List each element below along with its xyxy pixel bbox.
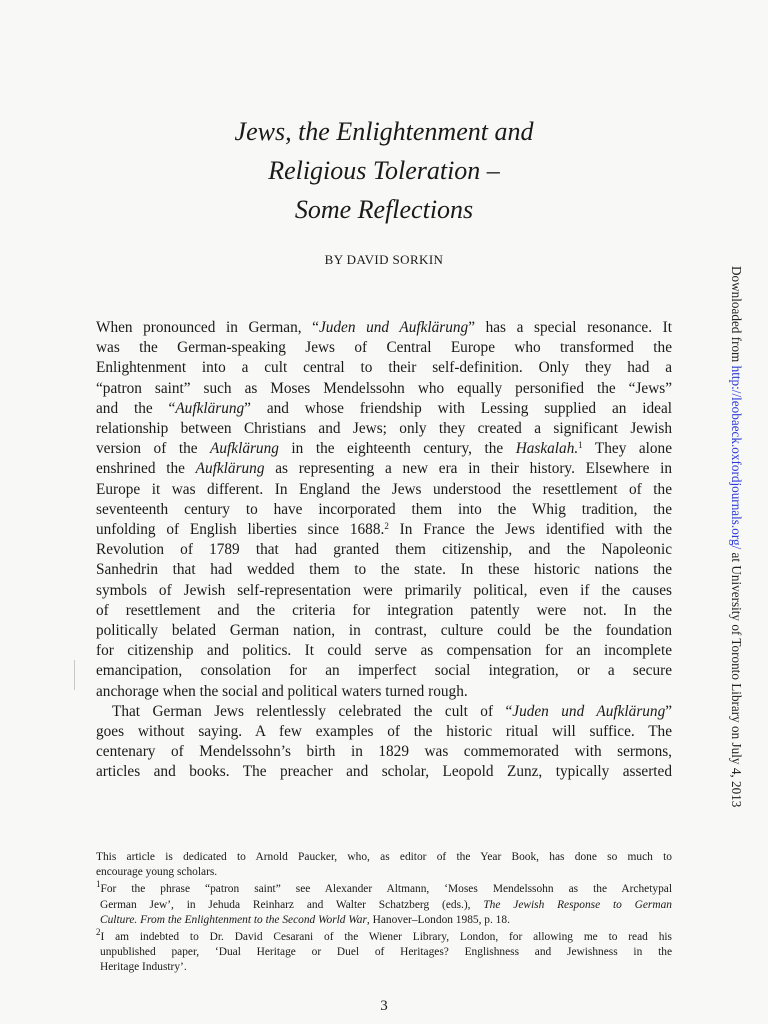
footnote-marker: 1 — [96, 879, 101, 890]
article-title — [0, 112, 768, 229]
title-line-1: Jews, the Enlightenment and — [234, 117, 534, 146]
text-line: relationship between Christians and Jews; only they created a significant Jewish — [96, 420, 672, 438]
text-line: goes without saying. A few examples of the historic ritual will suffice. The — [96, 723, 672, 741]
text-line: symbols of Jewish self-representation were primarily political, even if the causes — [96, 581, 672, 599]
text-line: anchorage when the social and political waters turned rough. — [96, 682, 468, 700]
text-line: emancipation, consolation for an imperfect social integration, or a secure — [96, 662, 672, 680]
author-byline: BY DAVID SORKIN — [324, 252, 444, 267]
text-line: enshrined the Aufklärung as representing a new era in their history. Elsewhere in — [96, 460, 672, 478]
footnote-ref-2[interactable]: 2 — [384, 521, 389, 532]
text-line: articles and books. The preacher and scholar, Leopold Zunz, typically asserted — [96, 763, 672, 781]
page-number: 3 — [380, 998, 388, 1014]
text-line: That German Jews relentlessly celebrated the cult of “Juden und Aufklärung” — [112, 702, 673, 720]
text-line: politically belated German nation, in contrast, culture could be the foundation — [96, 622, 672, 640]
download-watermark: Downloaded from http://leobaeck.oxfordjournals.org/ at University of Toronto Library on July 4, 2013 — [729, 266, 744, 808]
footnote-2: $^2$I am indebted to Dr. David Cesarani of the Wiener Library, London, for allowing me to read his unpublished paper, ‘Dual Heritage or Duel of Heritages? Englishness and Jewishness in the Heritage Industry’. — [96, 927, 672, 974]
margin-mark — [74, 660, 75, 690]
footnote-ref-1[interactable]: 1 — [578, 440, 583, 451]
text-line: for citizenship and politics. It could serve as compensation for an incomplete — [96, 642, 672, 660]
text-line: version of the Aufklärung in the eighteenth century, the Haskalah.$^1$ They alone — [96, 440, 672, 458]
text-line: centenary of Mendelssohn’s birth in 1829 was commemorated with sermons, — [96, 743, 672, 761]
footnotes — [96, 850, 672, 978]
journal-link[interactable]: http://leobaeck.oxfordjournals.org/ — [729, 365, 744, 550]
text-line: When pronounced in German, “Juden und Aufklärung” has a special resonance. It — [96, 319, 673, 336]
title-line-2: Religious Toleration – — [268, 156, 500, 185]
text-line: was the German-speaking Jews of Central Europe who transformed the — [96, 339, 672, 357]
text-line: seventeenth century to have incorporated them into the Whig tradition, the — [96, 500, 672, 518]
body-text — [96, 318, 672, 783]
dedication-note: This article is dedicated to Arnold Paucker, who, as editor of the Year Book, has done so much to encourage young scholars. — [96, 851, 672, 879]
text-line: Enlightenment into a cult central to their self-definition. Only they had a — [96, 359, 672, 377]
text-line: Europe it was different. In England the Jews understood the resettlement of the — [96, 480, 672, 498]
text-line: Sanhedrin that had wedded them to the state. In these historic nations the — [96, 561, 672, 579]
text-line: “patron saint” such as Moses Mendelssohn who equally personified the “Jews” — [96, 379, 672, 397]
paragraph-2 — [96, 702, 672, 783]
text-line: of resettlement and the criteria for integration patently were not. In the — [96, 601, 672, 619]
text-line: unfolding of English liberties since 1688.$^2$ In France the Jews identified with the — [96, 521, 673, 539]
footnote-1: $^1$For the phrase “patron saint” see Alexander Altmann, ‘Moses Mendelssohn as the Archetypal German Jew’, in Jehuda Reinharz and Walter Schatzberg (eds.), The Jewish Response to German Culture. From the Enlightenment to the Second World War, Hanover–London 1985, p. 18. — [96, 879, 672, 926]
text-line: Revolution of 1789 that had granted them citizenship, and the Napoleonic — [96, 541, 672, 559]
text-line: and the “Aufklärung” and whose friendship with Lessing supplied an ideal — [96, 399, 672, 417]
title-line-3: Some Reflections — [294, 195, 474, 224]
footnote-marker: 2 — [96, 927, 101, 938]
paragraph-1 — [96, 318, 672, 702]
